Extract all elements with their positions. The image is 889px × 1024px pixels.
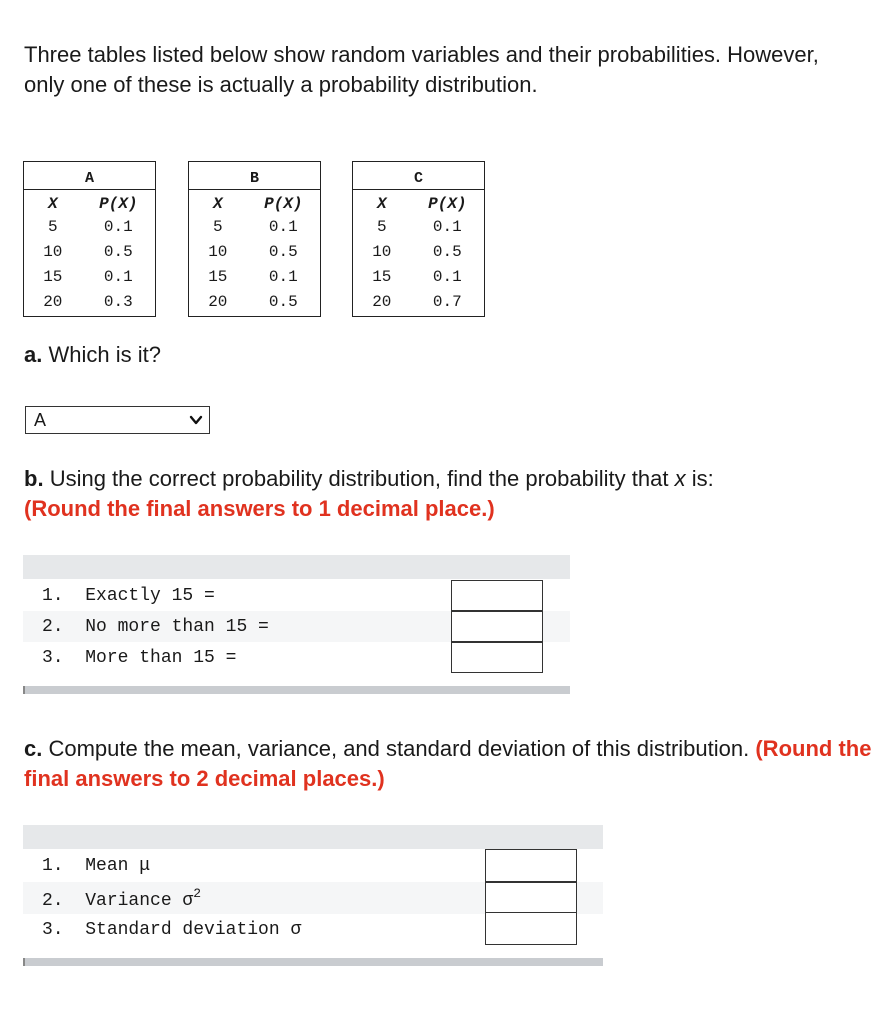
x-header: X — [377, 194, 387, 213]
table-caption: C — [413, 170, 423, 187]
part-b-instruction: (Round the final answers to 1 decimal place.) — [24, 496, 495, 521]
x-header: X — [48, 194, 58, 213]
table-caption: A — [84, 170, 94, 187]
table-row: 15 0.1 — [372, 267, 462, 286]
more-than-15-input[interactable] — [451, 642, 543, 673]
table-row: 5 0.1 — [48, 217, 133, 236]
table-footer — [23, 958, 603, 966]
p-header: P(X) — [428, 194, 467, 213]
distribution-select[interactable] — [25, 406, 210, 434]
table-row: 10 0.5 — [43, 242, 133, 261]
table-caption: B — [249, 170, 259, 187]
no-more-than-15-input[interactable] — [451, 611, 543, 642]
p-header: P(X) — [99, 194, 138, 213]
table-b — [188, 161, 321, 317]
part-c-instruction: (Round the final answers to 2 decimal places.) — [24, 736, 872, 791]
part-b-item-3: 3. More than 15 = — [42, 648, 237, 668]
part-c-item-1: 1. Mean μ — [42, 856, 151, 876]
part-b-label: b. — [24, 466, 44, 491]
part-a-text: Which is it? — [48, 342, 161, 367]
table-a — [23, 161, 156, 317]
part-a-label: a. — [24, 342, 43, 367]
table-footer — [23, 686, 570, 694]
part-c-question: c. Compute the mean, variance, and standard deviation of this distribution. (Round the final answers to 2 decimal places.) — [24, 736, 872, 791]
chevron-down-icon — [189, 413, 203, 427]
header-band — [23, 555, 570, 579]
problem-intro: Three tables listed below show random variables and their probabilities. However, only one of these is actually a probability distribution. — [24, 42, 819, 97]
select-value: A — [34, 410, 47, 430]
mean-input[interactable] — [485, 849, 577, 882]
table-row: 5 0.1 — [213, 217, 298, 236]
table-row: 20 0.3 — [43, 292, 133, 311]
exactly-15-input[interactable] — [451, 580, 543, 611]
table-row: 10 0.5 — [208, 242, 298, 261]
part-c-item-2: 2. Variance $\sigma^2$ — [42, 886, 202, 911]
std-deviation-input[interactable] — [485, 912, 577, 945]
variance-input[interactable] — [485, 882, 577, 915]
table-row: 10 0.5 — [372, 242, 462, 261]
part-a-question — [24, 342, 161, 368]
x-header: X — [213, 194, 223, 213]
table-row: 5 0.1 — [377, 217, 462, 236]
header-band — [23, 825, 603, 849]
part-b-question: b. Using the correct probability distribution, find the probability that x is: (Round the final answers to 1 decimal place.) — [24, 466, 714, 521]
part-b-item-2: 2. No more than 15 = — [42, 617, 269, 637]
table-row: 20 0.5 — [208, 292, 298, 311]
table-c — [352, 161, 485, 317]
part-c-label: c. — [24, 736, 43, 761]
table-row: 20 0.7 — [372, 292, 462, 311]
part-b-item-1: 1. Exactly 15 = — [42, 586, 215, 606]
p-header: P(X) — [264, 194, 303, 213]
part-c-item-3: 3. Standard deviation σ — [42, 920, 302, 940]
table-row: 15 0.1 — [208, 267, 298, 286]
table-row: 15 0.1 — [43, 267, 133, 286]
